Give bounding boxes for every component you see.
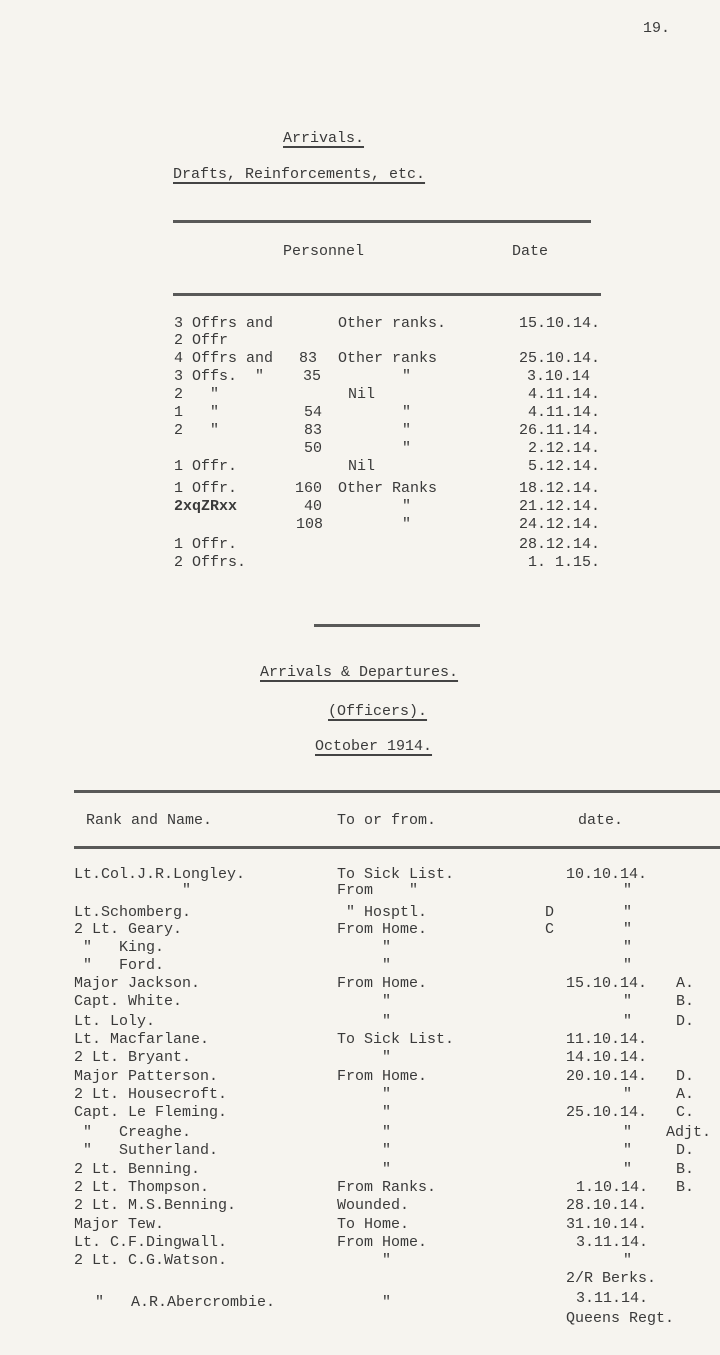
table-row: " From " ": [110, 882, 633, 899]
table-row: 2 Offr: [174, 332, 229, 349]
table-row: Major Jackson. From Home. 15.10.14. A.: [74, 975, 695, 992]
divider: [173, 220, 591, 223]
header-rank-name: Rank and Name.: [86, 812, 213, 829]
page-number: 19.: [643, 20, 671, 37]
table-row: 1 Offr. 160 Other Ranks 18.12.14.: [174, 480, 600, 497]
table-row: " Sutherland. " " D.: [74, 1142, 695, 1159]
table-row: 2xqZRxx 40 " 21.12.14.: [174, 498, 600, 515]
table-row: 2 " Nil 4.11.14.: [174, 386, 600, 403]
date-value: 3.11.14.: [576, 1290, 649, 1307]
table-row: 2 Lt. C.G.Watson. " ": [74, 1252, 633, 1269]
table-row: Lt. C.F.Dingwall. From Home. 3.11.14.: [74, 1234, 649, 1251]
table-row: 1 " 54 " 4.11.14.: [174, 404, 600, 421]
table-row: 2 Lt. Housecroft. " " A.: [74, 1086, 695, 1103]
table-row: 2 " 83 " 26.11.14.: [174, 422, 600, 439]
table-row: 2 Lt. Bryant. " 14.10.14.: [74, 1049, 648, 1066]
table-row: " A.R.Abercrombie. ": [86, 1294, 392, 1311]
section2-title: Arrivals & Departures.: [260, 664, 459, 681]
divider: [314, 624, 480, 627]
divider: [173, 293, 601, 296]
table-row: " King. " ": [74, 939, 633, 956]
table-row: 4 Offrs and 83 Other ranks 25.10.14.: [174, 350, 600, 367]
table-row: 50 " 2.12.14.: [304, 440, 600, 457]
table-row: Lt.Schomberg. " Hosptl. D ": [74, 904, 633, 921]
section2-period: October 1914.: [315, 738, 433, 755]
table-row: Major Patterson. From Home. 20.10.14. D.: [74, 1068, 695, 1085]
header-personnel: Personnel: [283, 243, 365, 260]
table-row: Lt.Col.J.R.Longley. To Sick List. 10.10.14.: [74, 866, 648, 883]
table-row: 2 Lt. Thompson. From Ranks. 1.10.14. B.: [74, 1179, 695, 1196]
table-row: 2 Lt. Benning. " " B.: [74, 1161, 695, 1178]
header-date: Date: [512, 243, 549, 260]
section1-title: Arrivals.: [283, 130, 365, 147]
table-row: 3 Offs. " 35 " 3.10.14: [174, 368, 590, 385]
header-date: date.: [578, 812, 624, 829]
table-row: 108 " 24.12.14.: [296, 516, 600, 533]
table-row: Lt. Loly. " " D.: [74, 1013, 695, 1030]
table-row: 3 Offrs and Other ranks. 15.10.14.: [174, 315, 600, 332]
regiment-note: 2/R Berks.: [566, 1270, 657, 1287]
divider: [74, 790, 720, 793]
section2-subtitle: (Officers).: [328, 703, 428, 720]
table-row: 1 Offr. 28.12.14.: [174, 536, 600, 553]
table-row: 2 Lt. M.S.Benning. Wounded. 28.10.14.: [74, 1197, 648, 1214]
table-row: Capt. White. " " B.: [74, 993, 695, 1010]
table-row: " Creaghe. " " Adjt.: [74, 1124, 712, 1141]
divider: [74, 846, 720, 849]
table-row: " Ford. " ": [74, 957, 633, 974]
table-row: Lt. Macfarlane. To Sick List. 11.10.14.: [74, 1031, 648, 1048]
header-to-from: To or from.: [337, 812, 437, 829]
table-row: 2 Offrs. 1. 1.15.: [174, 554, 600, 571]
section1-subtitle: Drafts, Reinforcements, etc.: [173, 166, 426, 183]
regiment-note: Queens Regt.: [566, 1310, 675, 1327]
table-row: Major Tew. To Home. 31.10.14.: [74, 1216, 648, 1233]
table-row: 2 Lt. Geary. From Home. C ": [74, 921, 633, 938]
table-row: 1 Offr. Nil 5.12.14.: [174, 458, 600, 475]
struck-out-text: 2xqZRxx: [174, 498, 238, 515]
table-row: Capt. Le Fleming. " 25.10.14. C.: [74, 1104, 695, 1121]
